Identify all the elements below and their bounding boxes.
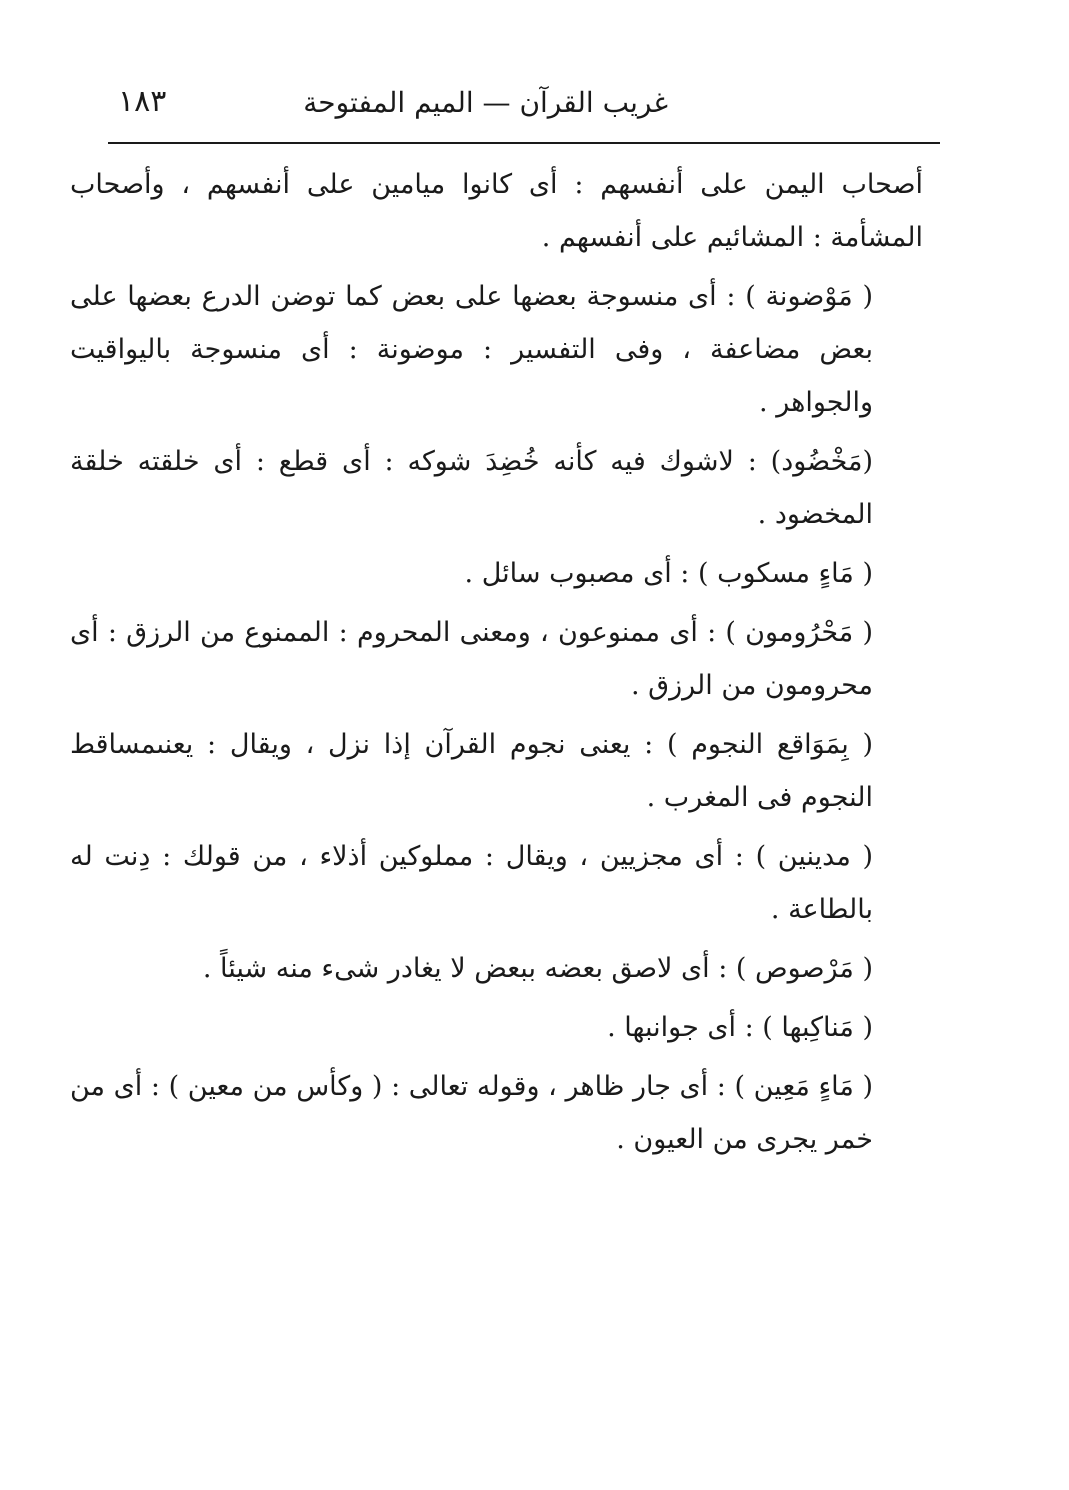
header-rule [108,142,940,144]
paragraph-ashab-alyumn: أصحاب اليمن على أنفسهم : أى كانوا ميامين على أنفسهم ، وأصحاب المشأمة : المشائيم على أنفسهم . [70,169,923,253]
paragraph-madinin: ( مدينين ) : أى مجزيين ، ويقال : مملوكين أذلاء ، من قولك : دِنت له بالطاعة . [70,841,873,925]
paragraph-marsus: ( مَرْصوص ) : أى لاصق بعضه ببعض لا يغادر شىء منه شيئاً . [202,953,873,984]
paragraph-main: ( مَاءٍ مَعِين ) : أى جار ظاهر ، وقوله تعالى : ( وكأس من معين ) : أى من خمر يجرى من العيون . [70,1071,873,1155]
paragraph-manakibiha: ( مَناكِبها ) : أى جوانبها . [607,1012,873,1043]
paragraph-mahrumun: ( مَحْرُومون ) : أى ممنوعون ، ومعنى المحروم : الممنوع من الرزق : أى محرومون من الرزق . [70,617,873,701]
paragraph-makhdud: (مَخْضُود) : لاشوك فيه كأنه خُضِدَ شوكه : أى قطع : أى خلقته خلقة المخضود . [70,446,873,530]
paragraph-maskub: ( مَاءٍ مسكوب ) : أى مصبوب سائل . [464,558,873,589]
paragraph-mawduna: ( مَوْضونة ) : أى منسوجة بعضها على بعض كما توضن الدرع بعضها على بعض مضاعفة ، وفى التفسير : موضونة : أى منسوجة باليواقيت والجواهر . [70,281,873,418]
page-number: ١٨٣ [118,84,167,119]
paragraph-mawaqi-alnujum: ( بِمَوَاقع النجوم ) : يعنى نجوم القرآن إذا نزل ، ويقال : يعنىمساقط النجوم فى المغرب . [70,729,873,813]
body-text [70,158,923,1172]
page-header [108,78,938,128]
running-title: غريب القرآن — الميم المفتوحة [303,86,668,119]
